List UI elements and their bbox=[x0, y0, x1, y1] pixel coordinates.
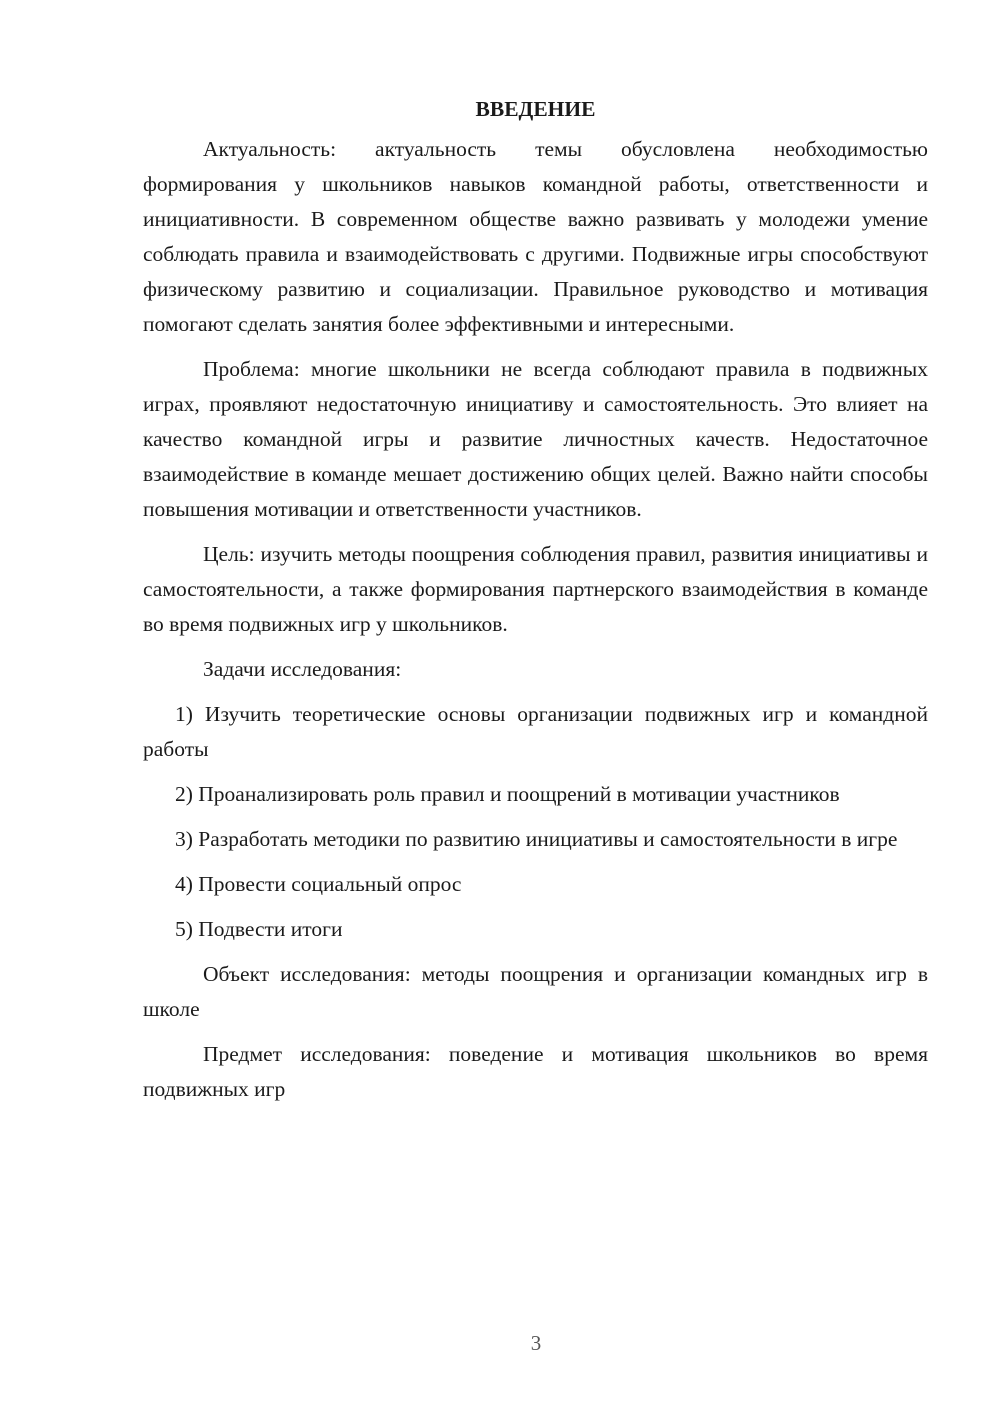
list-item: 1) Изучить теоретические основы организации подвижных игр и командной работы bbox=[143, 702, 928, 761]
tasks-heading: Задачи исследования: bbox=[203, 657, 402, 681]
list-item: 3) Разработать методики по развитию инициативы и самостоятельности в игре bbox=[175, 827, 898, 851]
object-paragraph: Объект исследования: методы поощрения и организации командных игр в школе bbox=[143, 962, 928, 1021]
relevance-paragraph: Актуальность: актуальность темы обусловлена необходимостью формирования у школьников навыков командной работы, ответственности и инициативности. В современном обществе важно развивать у молодежи умение соблюдать правила и взаимодействовать с другими. Подвижные игры способствуют физическому развитию и социализации. Правильное руководство и мотивация помогают сделать занятия более эффективными и интересными. bbox=[143, 137, 928, 336]
page-title: ВВЕДЕНИЕ bbox=[475, 97, 596, 121]
list-item: 5) Подвести итоги bbox=[175, 917, 343, 941]
page-number: 3 bbox=[530, 1331, 542, 1355]
subject-paragraph: Предмет исследования: поведение и мотивация школьников во время подвижных игр bbox=[143, 1042, 928, 1101]
goal-paragraph: Цель: изучить методы поощрения соблюдения правил, развития инициативы и самостоятельности, а также формирования партнерского взаимодействия в команде во время подвижных игр у школьников. bbox=[143, 542, 928, 636]
list-item: 4) Провести социальный опрос bbox=[175, 872, 462, 896]
tasks-list bbox=[143, 697, 928, 947]
problem-paragraph: Проблема: многие школьники не всегда соблюдают правила в подвижных играх, проявляют недостаточную инициативу и самостоятельность. Это влияет на качество командной игры и развитие личностных качеств. Недостаточное взаимодействие в команде мешает достижению общих целей. Важно найти способы повышения мотивации и ответственности участников. bbox=[143, 357, 928, 521]
document-page bbox=[143, 92, 928, 1107]
list-item: 2) Проанализировать роль правил и поощрений в мотивации участников bbox=[175, 782, 840, 806]
